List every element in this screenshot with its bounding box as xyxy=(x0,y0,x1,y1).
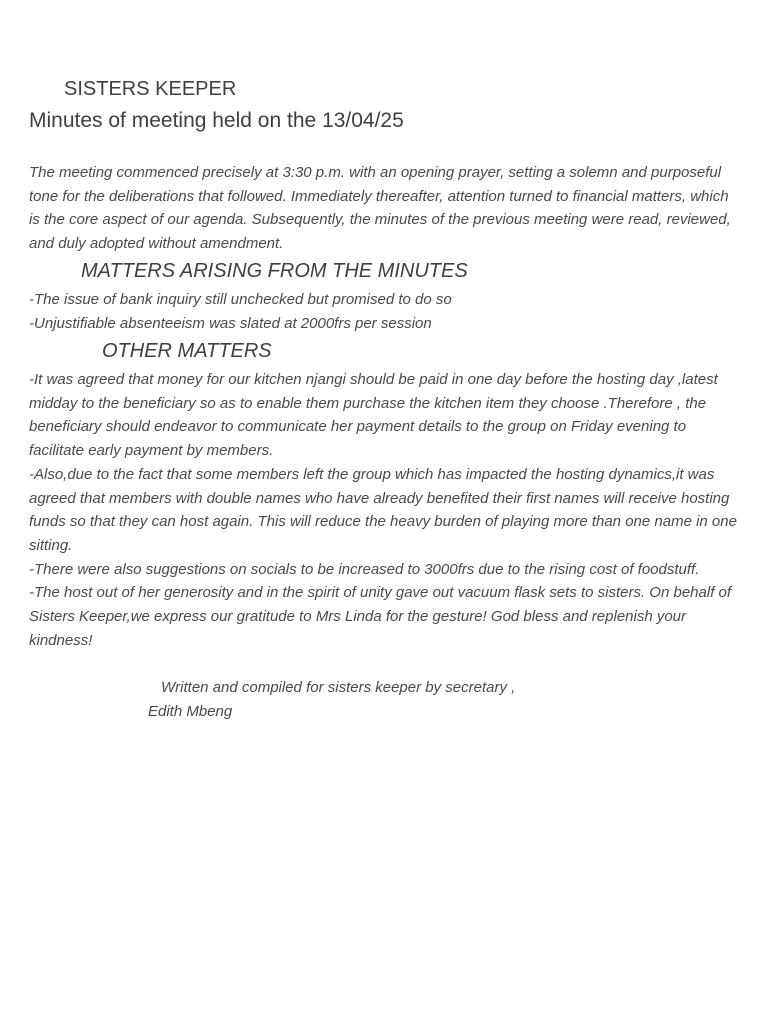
intro-paragraph: The meeting commenced precisely at 3:30 p.m. with an opening prayer, setting a solemn and purposeful tone for the deliberations that followed. Immediately thereafter, attention turned to financial matters, which is the core aspect of our agenda. Subsequently, the minutes of the previous meeting were read, reviewed, and duly adopted without amendment. xyxy=(29,164,731,253)
organization-name: SISTERS KEEPER xyxy=(64,78,237,100)
matters-arising-list xyxy=(29,288,741,335)
list-item: -The issue of bank inquiry still unchecked but promised to do so xyxy=(29,291,452,308)
other-matters-list xyxy=(29,368,741,652)
document-title: Minutes of meeting held on the 13/04/25 xyxy=(29,109,404,132)
other-matters-heading: OTHER MATTERS xyxy=(102,340,272,362)
signature-line: Written and compiled for sisters keeper by secretary , xyxy=(161,679,516,696)
list-item: -The host out of her generosity and in the spirit of unity gave out vacuum flask sets to sisters. On behalf of Sisters Keeper,we express our gratitude to Mrs Linda for the gesture! God bless and replenish your kindness! xyxy=(29,584,732,649)
matters-arising-heading: MATTERS ARISING FROM THE MINUTES xyxy=(81,260,468,282)
secretary-name: Edith Mbeng xyxy=(148,703,233,720)
list-item: -Unjustifiable absenteeism was slated at 2000frs per session xyxy=(29,314,432,332)
list-item: -It was agreed that money for our kitchen njangi should be paid in one day before the hosting day ,latest midday to the beneficiary so as to enable them purchase the kitchen item they choose .Therefore , the beneficiary should endeavor to communicate her payment details to the group on Friday evening to facilitate early payment by members. xyxy=(29,371,718,460)
list-item: -There were also suggestions on socials to be increased to 3000frs due to the rising cost of foodstuff. xyxy=(29,560,700,578)
list-item: -Also,due to the fact that some members left the group which has impacted the hosting dynamics,it was agreed that members with double names who have already benefited their first names will receive hosting funds so that they can host again. This will reduce the heavy burden of playing more than one name in one sitting. xyxy=(29,465,737,554)
